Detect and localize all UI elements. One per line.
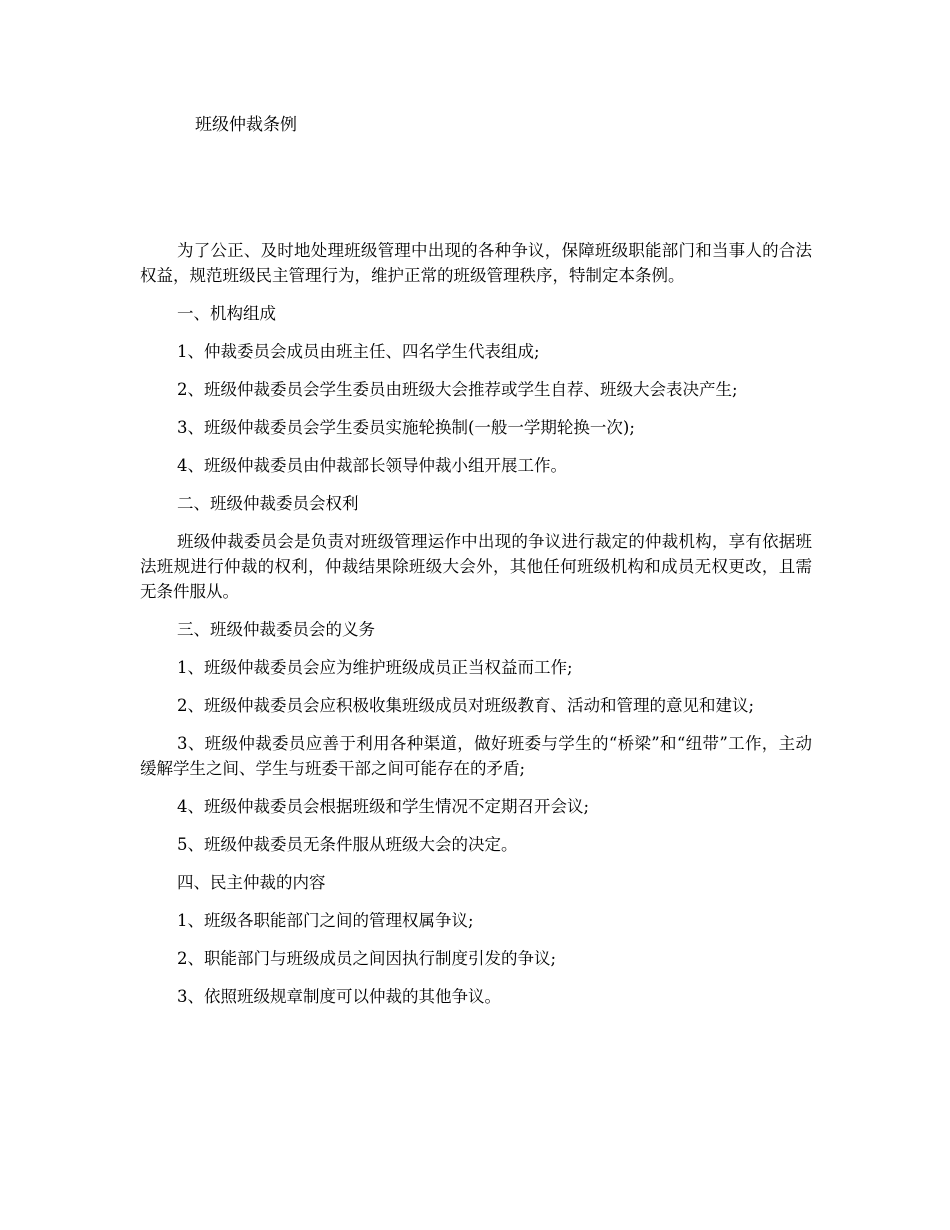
intro-paragraph: 为了公正、及时地处理班级管理中出现的各种争议，保障班级职能部门和当事人的合法权益，规范班级民主管理行为，维护正常的班级管理秩序，特制定本条例。	[140, 241, 812, 285]
section-heading-1: 一、机构组成	[177, 304, 276, 323]
section-3-item-4: 4、班级仲裁委员会根据班级和学生情况不定期召开会议;	[177, 797, 590, 816]
section-heading-4: 四、民主仲裁的内容	[177, 873, 326, 892]
section-1-item-1: 1、仲裁委员会成员由班主任、四名学生代表组成;	[177, 342, 540, 361]
section-heading-3: 三、班级仲裁委员会的义务	[177, 620, 375, 639]
section-heading-2: 二、班级仲裁委员会权利	[177, 494, 359, 513]
section-4-item-3: 3、依照班级规章制度可以仲裁的其他争议。	[177, 987, 501, 1006]
section-4-item-1: 1、班级各职能部门之间的管理权属争议;	[177, 911, 474, 930]
section-4-item-2: 2、职能部门与班级成员之间因执行制度引发的争议;	[177, 949, 557, 968]
section-3-item-3: 3、班级仲裁委员应善于利用各种渠道，做好班委与学生的“桥梁”和“纽带”工作，主动缓解学生之间、学生与班委干部之间可能存在的矛盾;	[140, 734, 812, 778]
section-1-item-2: 2、班级仲裁委员会学生委员由班级大会推荐或学生自荐、班级大会表决产生;	[177, 380, 738, 399]
section-1-item-3: 3、班级仲裁委员会学生委员实施轮换制(一般一学期轮换一次);	[177, 418, 635, 437]
section-1-item-4: 4、班级仲裁委员由仲裁部长领导仲裁小组开展工作。	[177, 456, 567, 475]
section-3-item-1: 1、班级仲裁委员会应为维护班级成员正当权益而工作;	[177, 658, 573, 677]
document-body	[140, 238, 812, 1022]
document-title: 班级仲裁条例	[195, 115, 297, 135]
section-2-paragraph: 班级仲裁委员会是负责对班级管理运作中出现的争议进行裁定的仲裁机构，享有依据班法班规进行仲裁的权利，仲裁结果除班级大会外，其他任何班级机构和成员无权更改，且需无条件服从。	[140, 532, 812, 601]
section-3-item-5: 5、班级仲裁委员无条件服从班级大会的决定。	[177, 835, 518, 854]
section-3-item-2: 2、班级仲裁委员会应积极收集班级成员对班级教育、活动和管理的意见和建议;	[177, 696, 755, 715]
